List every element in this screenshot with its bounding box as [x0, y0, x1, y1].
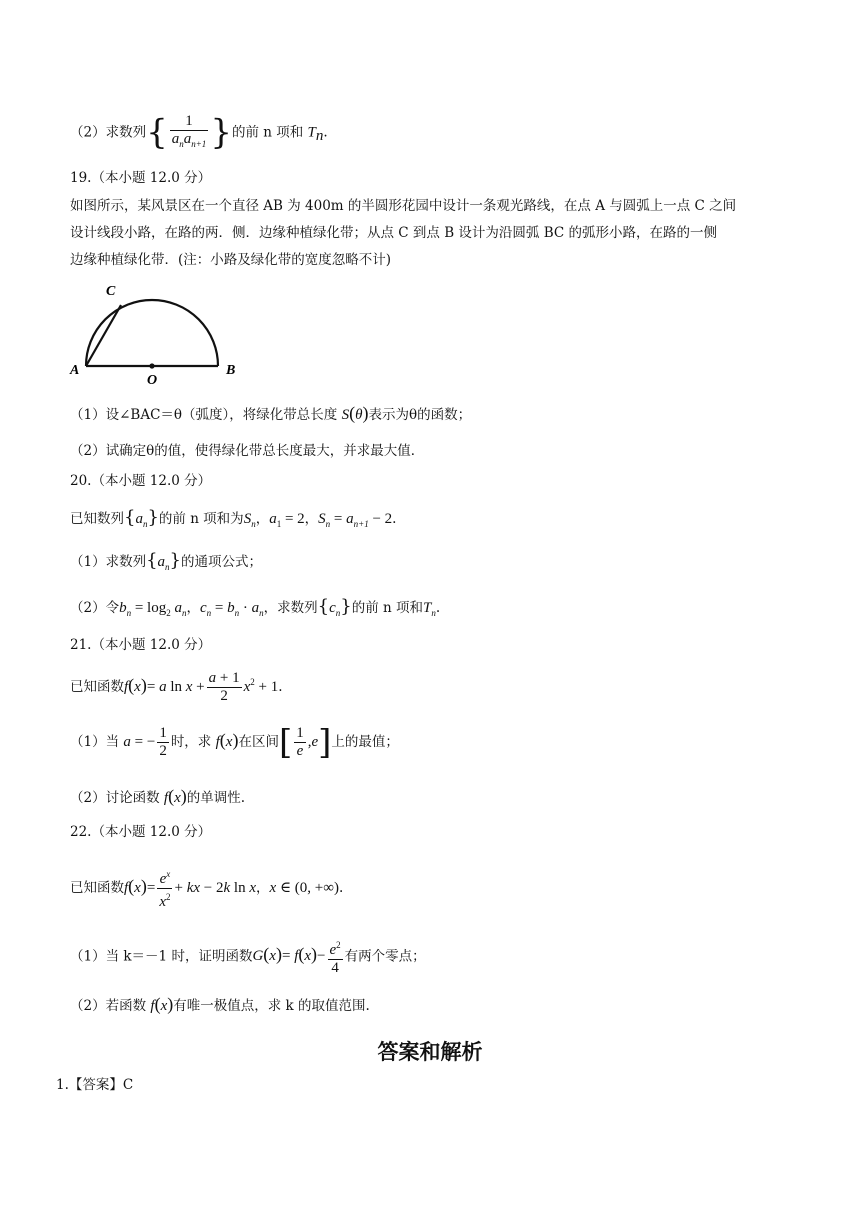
q21-intro: 已知函数f(x)= a ln x + $\frac{a + 1}{2}$ $x^2 + 1$. [70, 670, 283, 704]
q19-text-3: 边缘种植绿化带．(注：小路及绿化带的宽度忽略不计) [70, 252, 392, 268]
q19-part2: （2）试确定θ的值，使得绿化带总长度最大，并求最大值． [70, 443, 425, 459]
q22-intro: 已知函数f(x)= $\frac{e^x}{x^2}$ + kx − 2k ln x，x ∈ (0, +∞). [70, 866, 343, 911]
q21-part2: （2）讨论函数 f(x)的单调性. [70, 786, 246, 806]
q20-intro: 已知数列$\{a_n\}$的前 n 项和为$S_n$，$a_1 = 2$，$S_n = a_{n+1} - 2$. [70, 507, 397, 529]
center-point-o [149, 363, 154, 368]
label-a: A [70, 363, 80, 378]
q21-part1: （1）当 a = − $\frac{1}{2}$ 时，求 f(x)在区间[ $\frac{1}{e}$ ,e]上的最值； [70, 722, 399, 763]
q20-part2: （2）令$b_n = \log_2 a_n$，$c_n = b_n \cdot a_n$，求数列$\{c_n\}$的前 n 项和$T_n$. [70, 596, 441, 618]
q22-part1: （1）当 k＝－1 时，证明函数G(x)= f(x)− $\frac{e^2}{4}$ 有两个零点； [70, 937, 426, 977]
semicircle-figure [66, 280, 246, 386]
q19-header: 19.（本小题 12.0 分） [70, 170, 212, 186]
q22-header: 22.（本小题 12.0 分） [70, 824, 212, 840]
q21-header: 21.（本小题 12.0 分） [70, 637, 212, 653]
answers-title: 答案和解析 [377, 1040, 483, 1064]
q19-text-1: 如图所示，某风景区在一个直径 AB 为 400m 的半圆形花园中设计一条观光路线，在点 A 与圆弧上一点 C 之间 [70, 198, 737, 214]
q22-part2: （2）若函数 f(x)有唯一极值点，求 k 的取值范围. [70, 994, 370, 1014]
q18-part2: （2）求数列{ $\frac{1}{a_na_{n+1}}$ }的前 n 项和 $T_n$. [70, 113, 328, 153]
q19-text-2: 设计线段小路，在路的两．侧．边缘种植绿化带；从点 C 到点 B 设计为沿圆弧 BC 的弧形小路，在路的一侧 [70, 225, 717, 241]
label-o: O [147, 373, 158, 386]
segment-ac [86, 305, 121, 366]
label-b: B [226, 363, 236, 378]
q20-header: 20.（本小题 12.0 分） [70, 473, 212, 489]
answer-1: 1.【答案】C [56, 1077, 134, 1093]
q20-part1: （1）求数列$\{a_n\}$的通项公式； [70, 550, 262, 572]
q19-part1: （1）设∠BAC＝θ（弧度），将绿化带总长度 S(θ)表示为θ的函数； [70, 403, 472, 423]
label-c: C [106, 284, 116, 299]
